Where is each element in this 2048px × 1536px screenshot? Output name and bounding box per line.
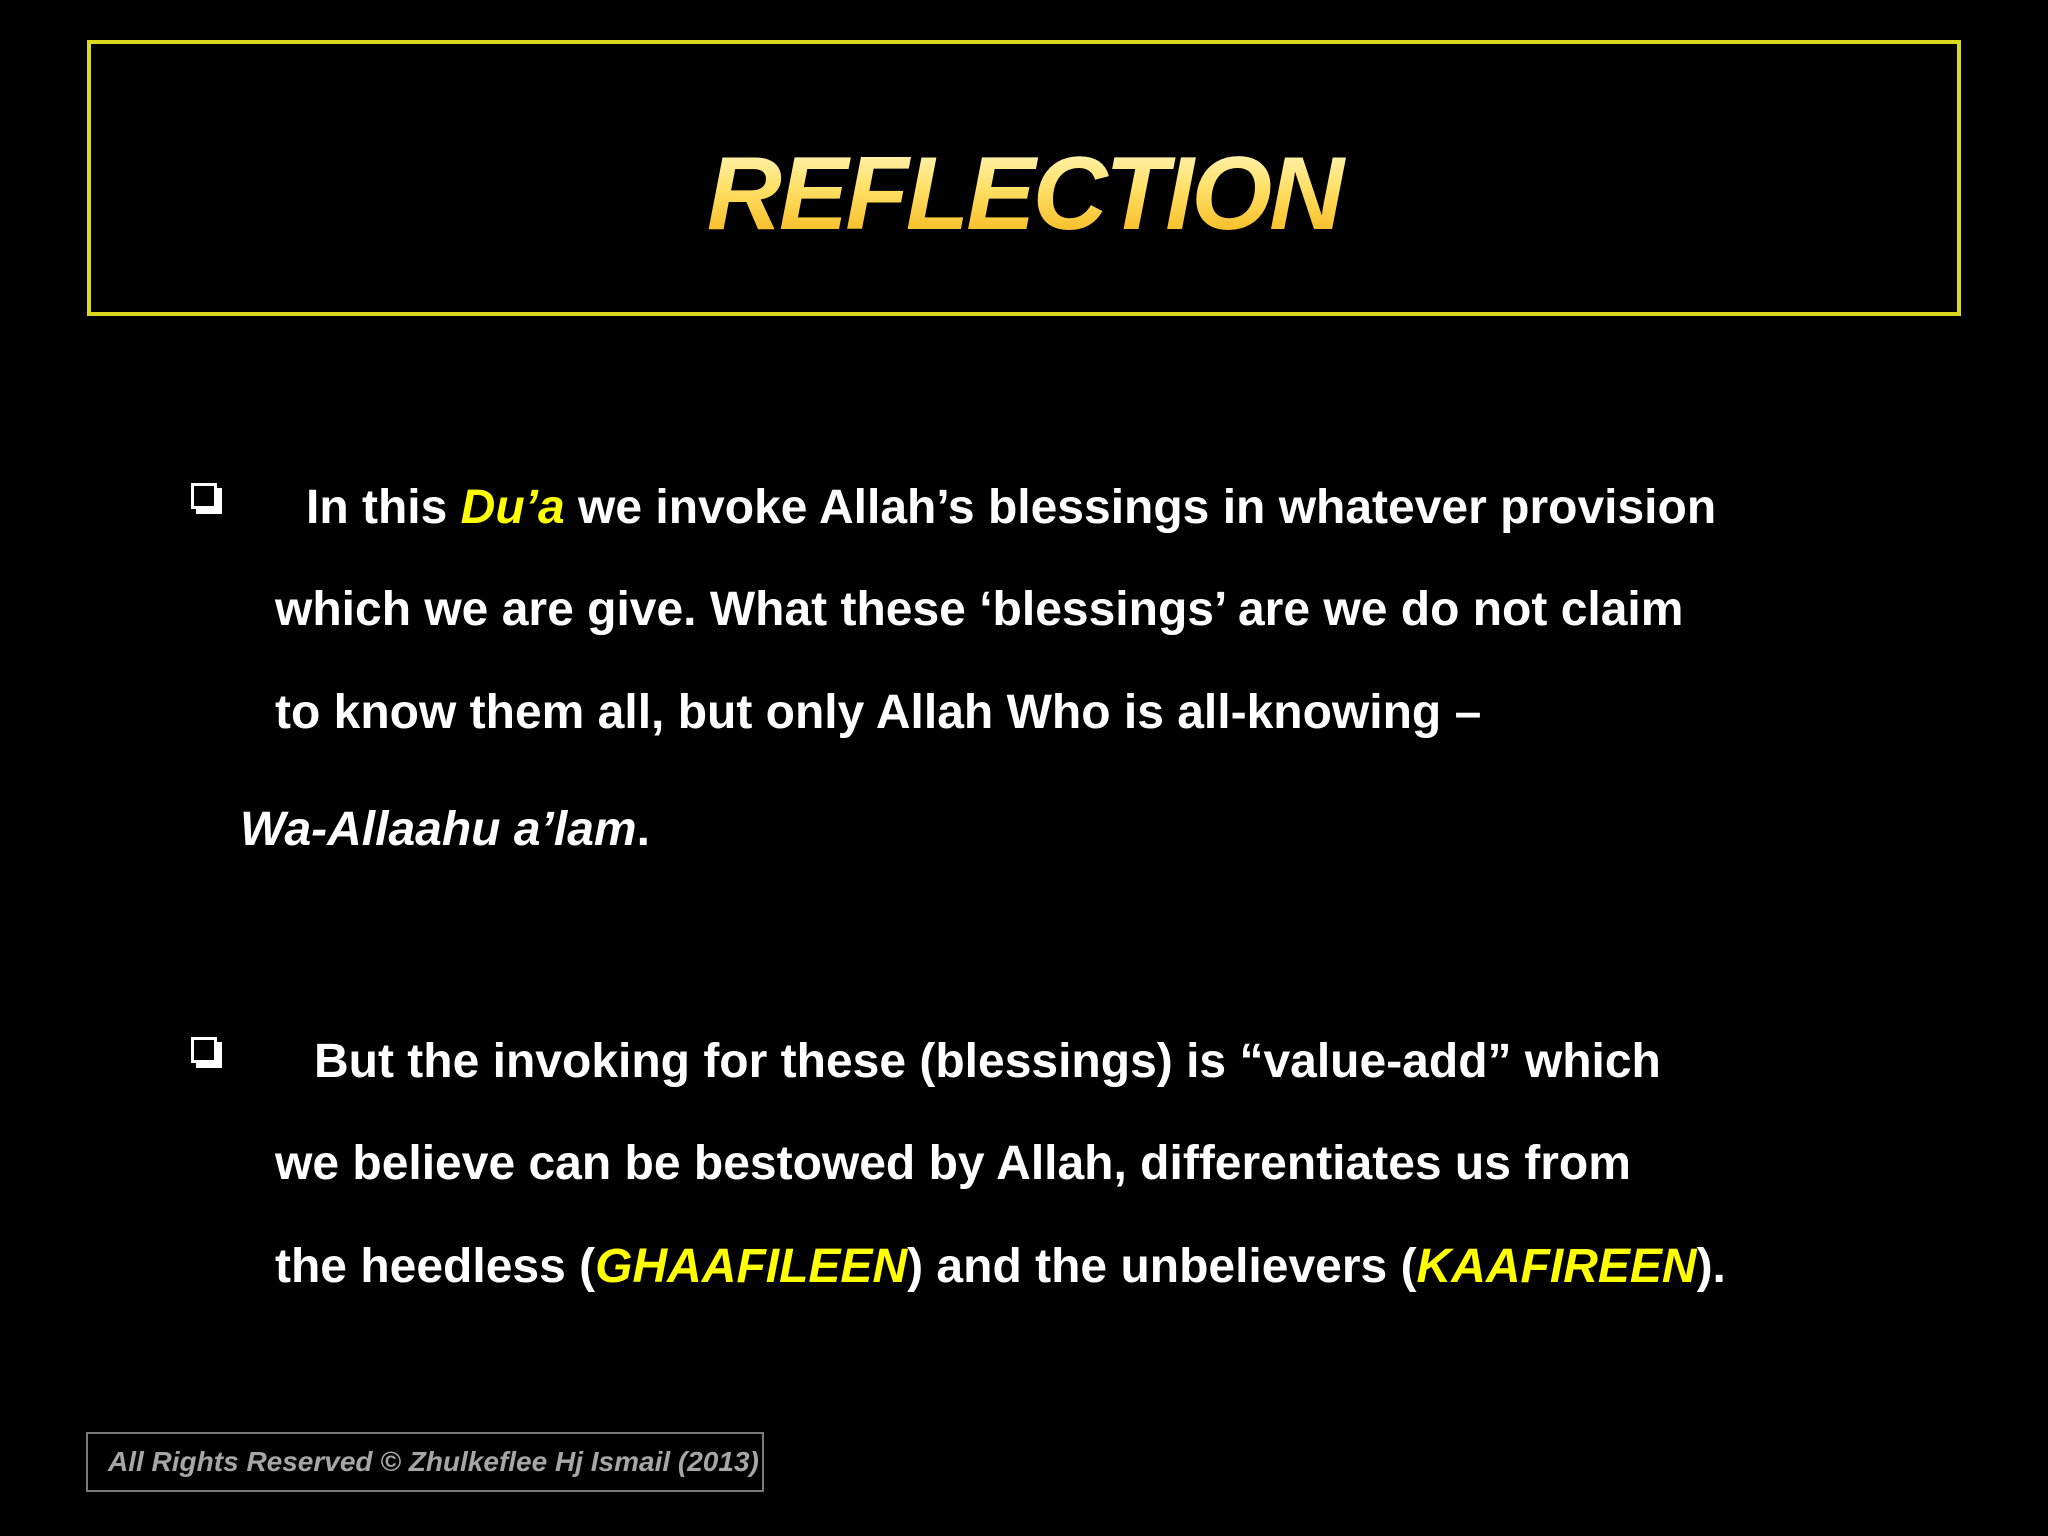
wa-allaahu-alam: Wa-Allaahu a’lam [240,803,637,856]
bullet2-line2: we believe can be bestowed by Allah, differentiates us from [275,1137,1631,1190]
slide-title: REFLECTION [91,134,1957,254]
bullet1-line2: which we are give. What these ‘blessings’ are we do not claim [275,583,1684,636]
square-checkbox-bullet-icon [191,483,217,509]
bullet2-line3-a: the heedless ( [275,1240,596,1293]
ghaafileen-highlight: GHAAFILEEN [595,1240,908,1293]
bullet1-line4 [240,800,650,860]
kaafireen-highlight: KAAFIREEN [1416,1240,1697,1293]
bullet1-line1-post: we invoke Allah’s blessings in whatever provision [564,481,1717,534]
bullet1-line1-pre: In this [306,481,461,534]
dua-highlight: Du’a [460,481,565,534]
bullet1-line1 [306,478,1716,538]
square-checkbox-bullet-icon [191,1037,217,1063]
bullet1-line4-post: . [636,803,650,856]
copyright-footer: All Rights Reserved © Zhulkeflee Hj Ismail (2013) [86,1432,764,1492]
bullet2-line3 [275,1237,1726,1297]
bullet2-line3-b: ) and the unbelievers ( [907,1240,1417,1293]
title-box [87,40,1961,316]
bullet1-line3: to know them all, but only Allah Who is all-knowing – [275,686,1482,739]
bullet2-line1: But the invoking for these (blessings) is “value-add” which [314,1035,1661,1088]
bullet2-line3-c: ). [1696,1240,1726,1293]
